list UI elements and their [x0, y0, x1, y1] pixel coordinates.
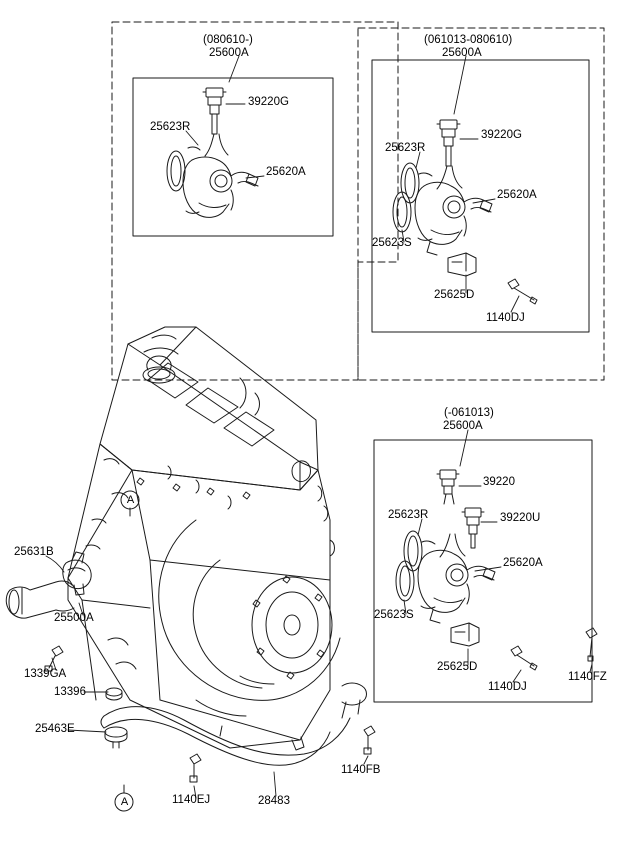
part-25623R-gasket-top-left [167, 151, 185, 191]
label-25623R-bottom-right: 25623R [388, 509, 429, 521]
part-13396-washer [106, 688, 122, 700]
part-25625D-bracket-top-right [448, 253, 476, 276]
label-1140DJ-top-right: 1140DJ [486, 312, 525, 324]
part-25620A-water-outlet-top-right [415, 166, 492, 255]
label-39220U-bottom-right: 39220U [500, 512, 541, 524]
part-1140DJ-bolt-bottom-right [511, 646, 537, 670]
panel-frame-top-left [112, 22, 398, 380]
part-39220G-sensor-top-right [437, 120, 460, 166]
label-39220-bottom-right: 39220 [483, 476, 515, 488]
part-39220-sensor-bottom-right [437, 470, 459, 494]
label-date-range-061013: (-061013) [444, 407, 494, 419]
part-25623R-gasket-top-right [401, 163, 419, 203]
label-25600A-bottom-right: 25600A [443, 420, 483, 432]
label-reference-marker-a-upper: A [126, 494, 135, 506]
part-1140DJ-bolt-top-right [508, 279, 537, 304]
part-25620A-water-outlet-bottom-right [418, 494, 495, 623]
part-25625D-bracket-bottom-right [451, 623, 479, 646]
part-25463E-clamp [105, 727, 127, 748]
part-25623R-gasket-bottom-right [404, 531, 422, 571]
label-25620A-top-left: 25620A [266, 166, 306, 178]
part-1140EJ-bolt [190, 754, 201, 782]
label-13396: 13396 [54, 686, 86, 698]
label-25625D-bottom-right: 25625D [437, 661, 478, 673]
label-25500A: 25500A [54, 612, 94, 624]
label-25600A-top-right: 25600A [442, 47, 482, 59]
label-25600A-top-left: 25600A [209, 47, 249, 59]
label-reference-marker-a-lower: A [120, 796, 129, 808]
label-1140DJ-bottom-right: 1140DJ [488, 681, 527, 693]
part-25500A-thermostat [63, 552, 91, 595]
part-1140FB-bolt [364, 726, 375, 754]
label-25623S-top-right: 25623S [372, 237, 412, 249]
label-25623R-top-left: 25623R [150, 121, 191, 133]
label-28483: 28483 [258, 795, 290, 807]
label-1339GA: 1339GA [24, 668, 67, 680]
label-25623R-top-right: 25623R [385, 142, 426, 154]
label-1140EJ: 1140EJ [172, 794, 211, 806]
panel-frame-top-right-inner [372, 60, 589, 332]
panel-frame-top-left-inner [133, 78, 333, 236]
part-25623S-gasket-top-right [393, 192, 411, 232]
part-25623S-gasket-bottom-right [396, 561, 414, 601]
label-date-range-080610: (080610-) [203, 34, 253, 46]
label-1140FB: 1140FB [341, 764, 381, 776]
label-25620A-top-right: 25620A [497, 189, 537, 201]
engine-block-assembly [68, 327, 340, 748]
label-date-range-061013-080610: (061013-080610) [424, 34, 513, 46]
label-39220G-top-left: 39220G [248, 96, 289, 108]
label-25463E: 25463E [35, 723, 75, 735]
label-25631B: 25631B [14, 546, 54, 558]
part-25620A-water-outlet-top-left [183, 134, 258, 217]
label-1140FZ: 1140FZ [568, 671, 607, 683]
part-39220G-sensor-top-left [203, 88, 226, 134]
label-39220G-top-right: 39220G [481, 129, 522, 141]
label-25625D-top-right: 25625D [434, 289, 475, 301]
part-39220U-sensor-bottom-right [462, 508, 484, 548]
label-25620A-bottom-right: 25620A [503, 557, 543, 569]
label-25623S-bottom-right: 25623S [374, 609, 414, 621]
